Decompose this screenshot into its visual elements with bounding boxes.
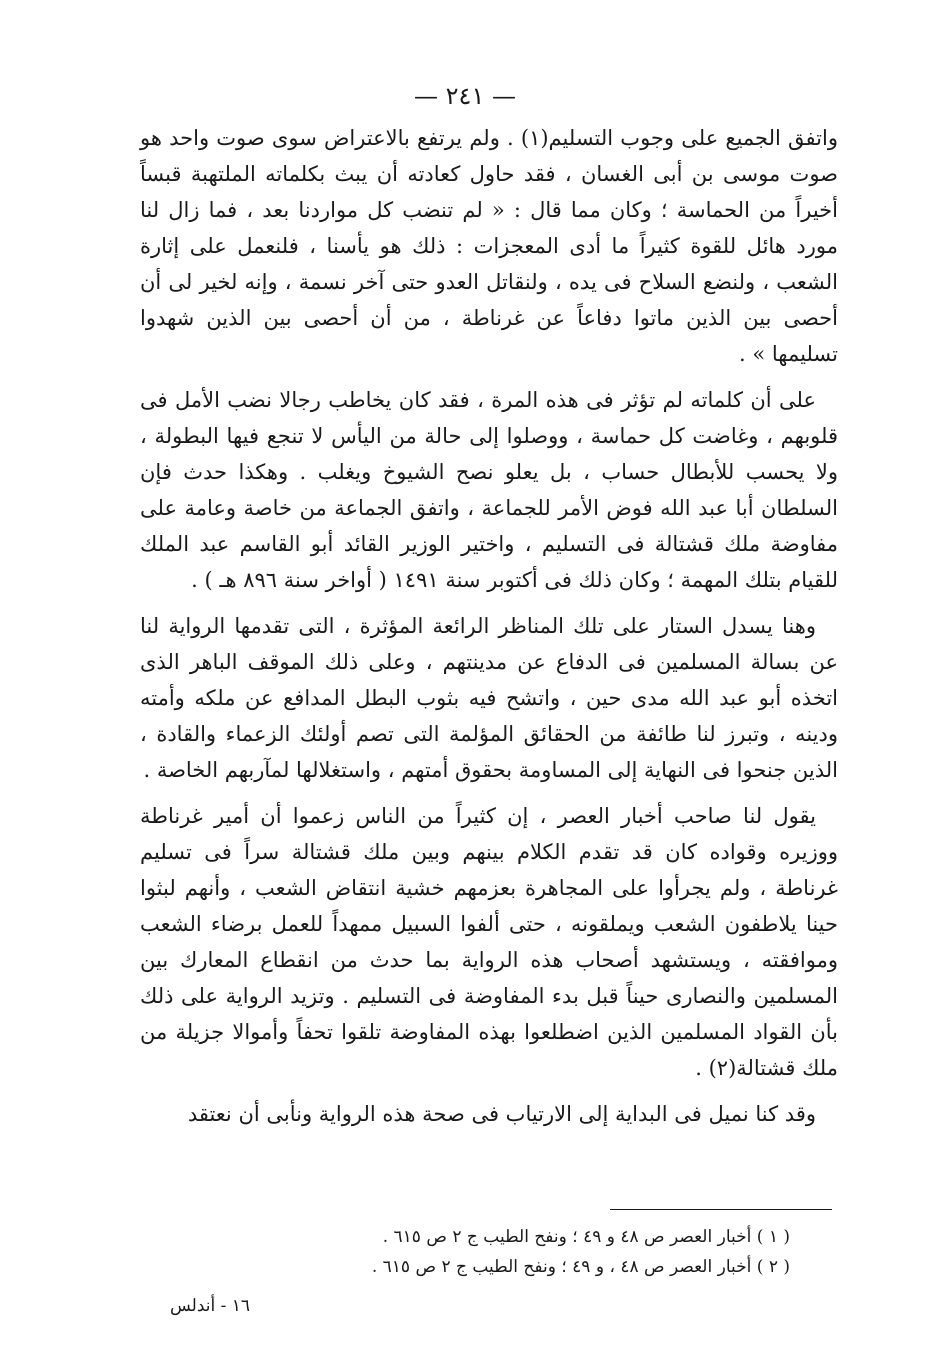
paragraph: واتفق الجميع على وجوب التسليم(١) . ولم يرتفع بالاعتراض سوى صوت واحد هو صوت موسى بن أبى الغسان ، فقد حاول كعادته أن يبث بكلماته الملتهبة قبساً أخيراً من الحماسة ؛ وكان مما قال : « لم تنضب كل مواردنا بعد ، فما زال لنا مورد هائل للقوة كثيراً ما أدى المعجزات : ذلك هو يأسنا ، فلنعمل على إثارة الشعب ، ولنضع السلاح فى يده ، ولنقاتل العدو حتى آخر نسمة ، وإنه لخير لى أن أحصى بين الذين ماتوا دفاعاً عن غرناطة ، من أن أحصى بين الذين شهدوا تسليمها » . [140, 126, 838, 366]
footnote-divider [610, 1209, 832, 1210]
footnotes [140, 1222, 790, 1282]
signature-mark: ١٦ - أندلس [170, 1296, 251, 1316]
footnote: ( ٢ ) أخبار العصر ص ٤٨ ، و ٤٩ ؛ ونفح الطيب ج ٢ ص ٦١٥ . [371, 1257, 790, 1277]
paragraph: وهنا يسدل الستار على تلك المناظر الرائعة المؤثرة ، التى تقدمها الرواية لنا عن بسالة المسلمين فى الدفاع عن مدينتهم ، وعلى ذلك الموقف الباهر الذى اتخذه أبو عبد الله مدى حين ، واتشح فيه بثوب البطل المدافع عن ملكه وأمته ودينه ، وتبرز لنا طائفة من الحقائق المؤلمة التى تصم أولئك الزعماء والقادة ، الذين جنحوا فى النهاية إلى المساومة بحقوق أمتهم ، واستغلالها لمآربهم الخاصة . [140, 614, 838, 782]
page-number: — ٢٤١ — [414, 82, 516, 110]
paragraph: يقول لنا صاحب أخبار العصر ، إن كثيراً من الناس زعموا أن أمير غرناطة ووزيره وقواده كان قد تقدم الكلام بينهم وبين ملك قشتالة سراً فى تسليم غرناطة ، ولم يجرأوا على المجاهرة بعزمهم خشية انتقاض الشعب ، وأنهم لبثوا حينا يلاطفون الشعب ويملقونه ، حتى ألفوا السبيل ممهداً للعمل برضاء الشعب وموافقته ، ويستشهد أصحاب هذه الرواية بما حدث من انقطاع المعارك بين المسلمين والنصارى حيناً قبل بدء المفاوضة فى التسليم . وتزيد الرواية على ذلك بأن القواد المسلمين الذين اضطلعوا بهذه المفاوضة تلقوا تحفاً وأموالا جزيلة من ملك قشتالة(٢) . [140, 804, 838, 1080]
paragraph: على أن كلماته لم تؤثر فى هذه المرة ، فقد كان يخاطب رجالا نضب الأمل فى قلوبهم ، وغاضت كل حماسة ، ووصلوا إلى حالة من اليأس لا تنجع فيها البطولة ، ولا يحسب للأبطال حساب ، بل يعلو نصح الشيوخ ويغلب . وهكذا حدث فإن السلطان أبا عبد الله فوض الأمر للجماعة ، واتفق الجماعة من خاصة وعامة على مفاوضة ملك قشتالة فى التسليم ، واختير الوزير القائد أبو القاسم عبد الملك للقيام بتلك المهمة ؛ وكان ذلك فى أكتوبر سنة ١٤٩١ ( أواخر سنة ٨٩٦ هـ ) . [140, 388, 838, 592]
paragraph: وقد كنا نميل فى البداية إلى الارتياب فى صحة هذه الرواية ونأبى أن نعتقد [187, 1102, 816, 1126]
footnote: ( ١ ) أخبار العصر ص ٤٨ و ٤٩ ؛ ونفح الطيب ج ٢ ص ٦١٥ . [382, 1227, 790, 1247]
body-text [140, 120, 838, 1142]
